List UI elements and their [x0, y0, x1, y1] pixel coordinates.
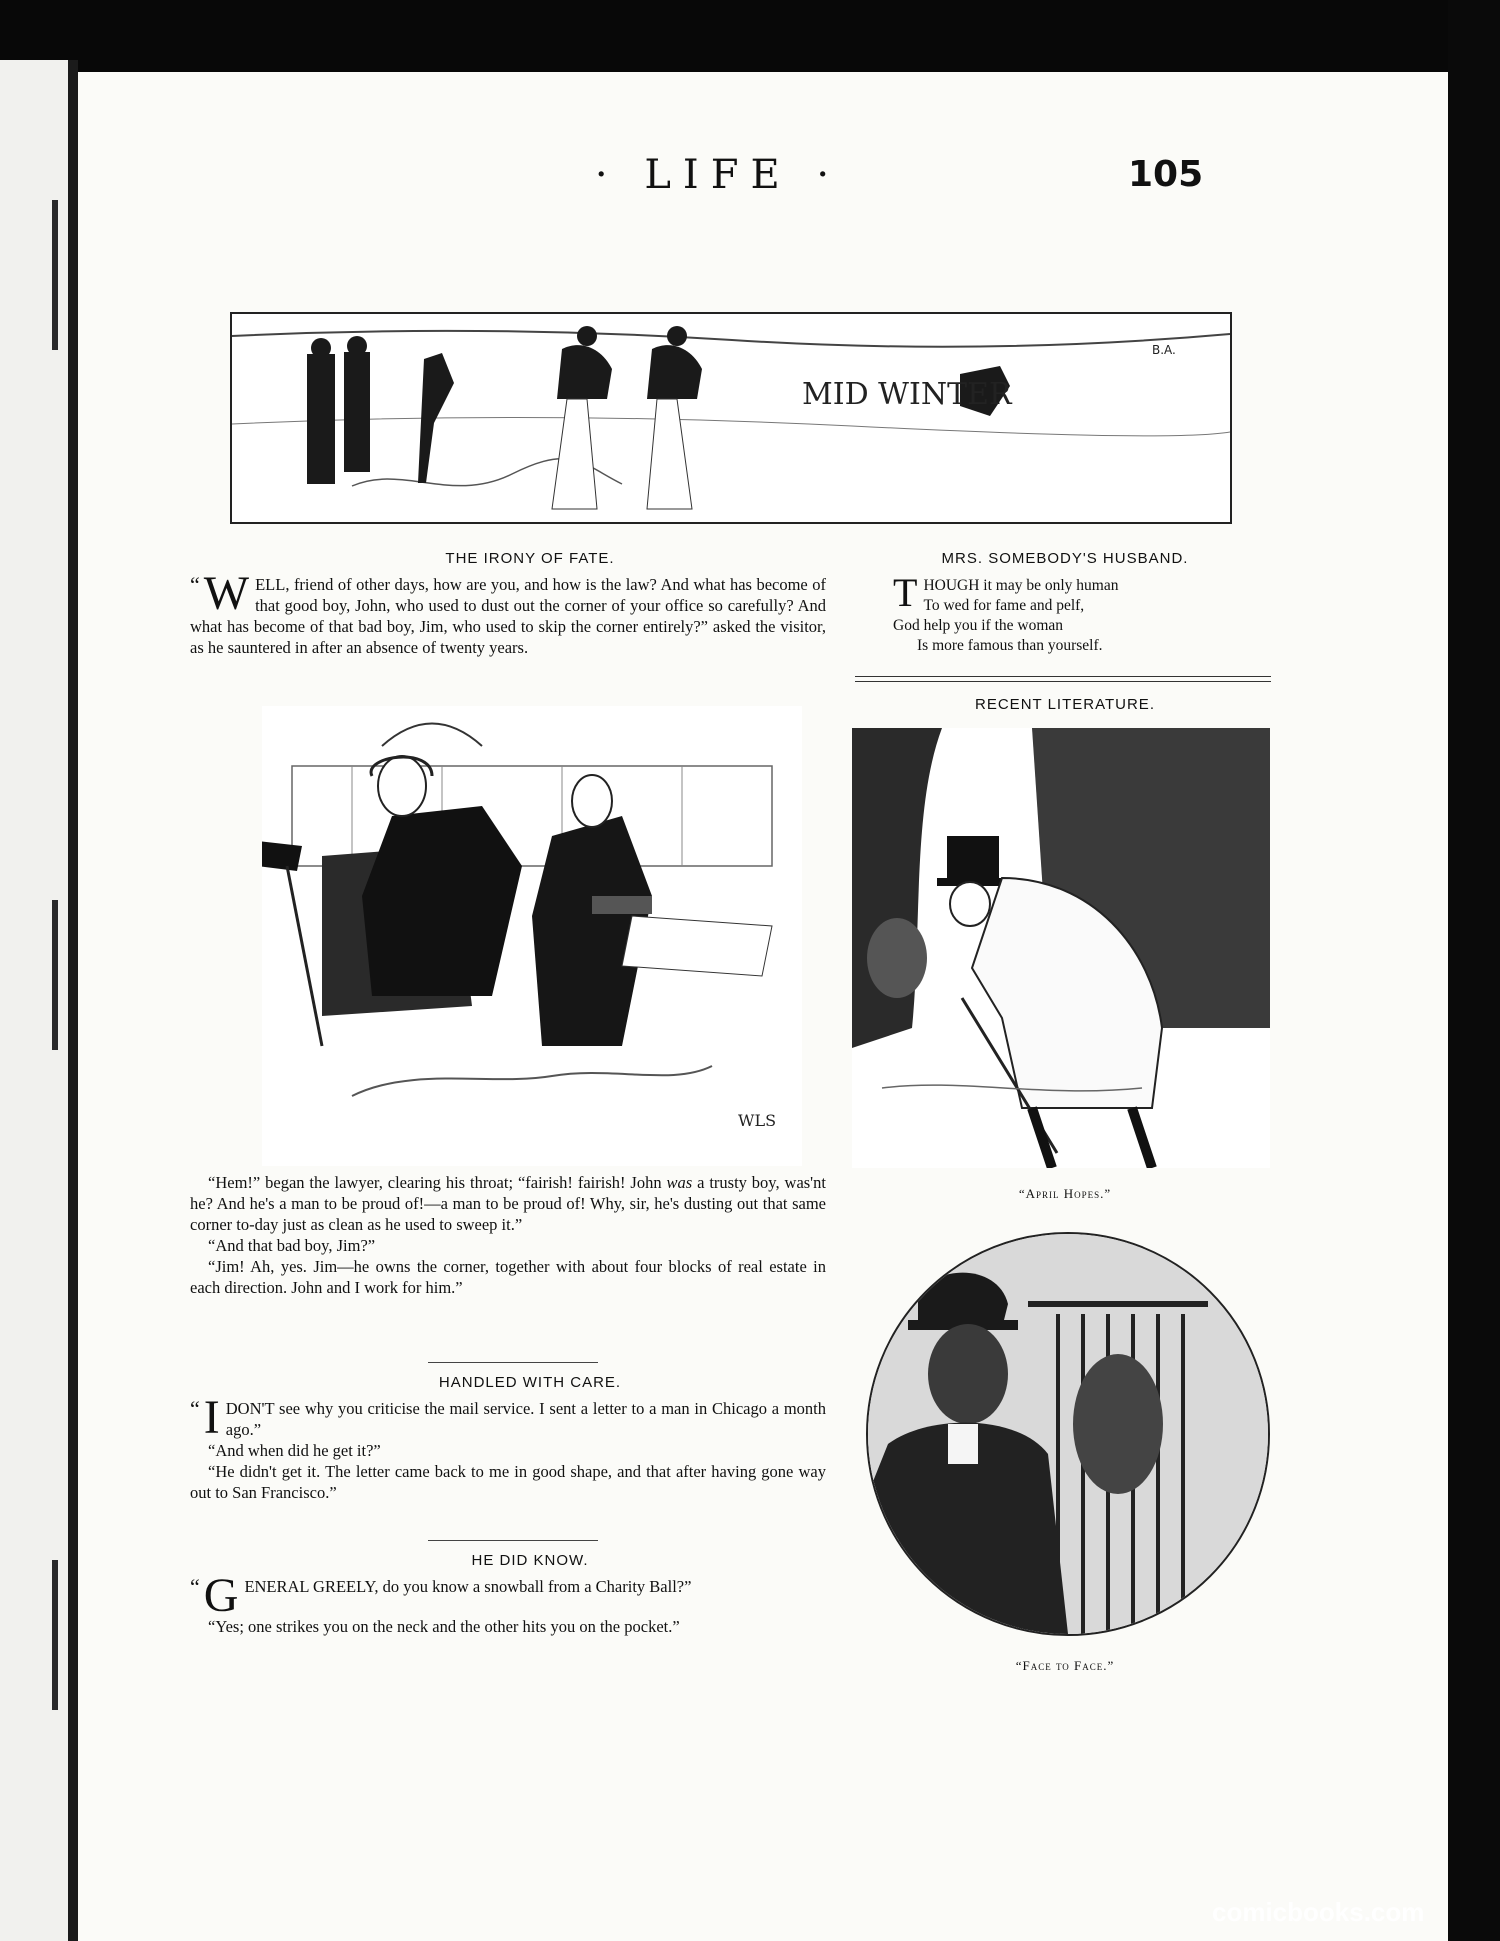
page-number: 105 — [1128, 154, 1204, 195]
somebody-poem — [893, 570, 1223, 656]
lawyer-illustration — [262, 706, 802, 1166]
irony-heading: THE IRONY OF FATE. — [445, 550, 615, 567]
greely-heading: HE DID KNOW. — [471, 1552, 589, 1569]
quote-mark: “ — [190, 572, 200, 597]
handled-body — [190, 1391, 826, 1503]
handled-paragraph-3: “He didn't get it. The letter came back to me in good shape, and that after having gone way out to San Francisco.” — [190, 1462, 826, 1502]
dropcap: W — [203, 567, 250, 620]
irony-paragraph-2: “Hem!” began the lawyer, clearing his throat; “fairish! fairish! John was a trusty boy, was'nt he? And he's a man to be proud of!—a man to be proud of! Why, sir, he's dusting out that same corner to-day just as clean as he used to sweep it.” — [190, 1173, 826, 1234]
scan-border-right — [1448, 0, 1500, 1941]
greely-paragraph-2: “Yes; one strikes you on the neck and the other hits you on the pocket.” — [208, 1617, 680, 1636]
recent-heading: RECENT LITERATURE. — [975, 696, 1155, 713]
banner-illustration — [230, 312, 1232, 524]
binding-stitch — [52, 200, 58, 350]
irony-paragraph-3: “And that bad boy, Jim?” — [208, 1236, 376, 1255]
irony-paragraph-4: “Jim! Ah, yes. Jim—he owns the corner, together with about four blocks of real estate in each direction. John and I work for him.” — [190, 1257, 826, 1297]
handled-paragraph-2: “And when did he get it?” — [208, 1441, 381, 1460]
binding-stitch — [52, 1560, 58, 1710]
scan-border-top — [0, 0, 1500, 72]
somebody-heading: MRS. SOMEBODY'S HUSBAND. — [941, 550, 1189, 567]
book-gutter — [68, 60, 78, 1941]
irony-paragraph-1 — [190, 567, 826, 658]
greely-body — [190, 1569, 826, 1637]
section-rule — [428, 1362, 598, 1363]
illustration-signature: WLS — [738, 1111, 777, 1130]
handled-paragraph-1: “ I DON'T see why you criticise the mail service. I sent a letter to a man in Chicago a month ago.” — [190, 1391, 826, 1444]
watermark: comicbooks.com — [1212, 1897, 1425, 1927]
double-rule — [855, 676, 1271, 682]
april-hopes-illustration — [852, 728, 1270, 1168]
poem-line-2: To wed for fame and pelf, — [923, 597, 1085, 614]
binding-stitch — [52, 900, 58, 1050]
face-to-face-illustration — [866, 1232, 1270, 1636]
section-rule — [428, 1540, 598, 1541]
banner-initials: B.A. — [1152, 343, 1176, 357]
irony-continued — [190, 1172, 826, 1298]
handled-heading: HANDLED WITH CARE. — [438, 1374, 622, 1391]
caption-april-hopes: “April Hopes.” — [1018, 1186, 1112, 1201]
poem-line-4: Is more famous than yourself. — [917, 637, 1103, 654]
poem-line-3: God help you if the woman — [893, 617, 1064, 634]
poem-line-1: THOUGH it may be only human — [893, 570, 1119, 615]
masthead-title: · LIFE · — [594, 152, 842, 198]
greely-paragraph-1: “ G ENERAL GREELY, do you know a snowball from a Charity Ball?” — [190, 1569, 692, 1622]
irony-text-1: ELL, friend of other days, how are you, and how is the law? And what has become of that good boy, John, who used to dust out the corner of your office so carefully? And what has become of that bad boy, Jim, who used to skip the corner entirely?” asked the visitor, as he sauntered in after an absence of twenty years. — [190, 575, 826, 657]
banner-lettering: MID WINTER — [802, 377, 1012, 412]
caption-face-to-face: “Face to Face.” — [1015, 1658, 1115, 1673]
